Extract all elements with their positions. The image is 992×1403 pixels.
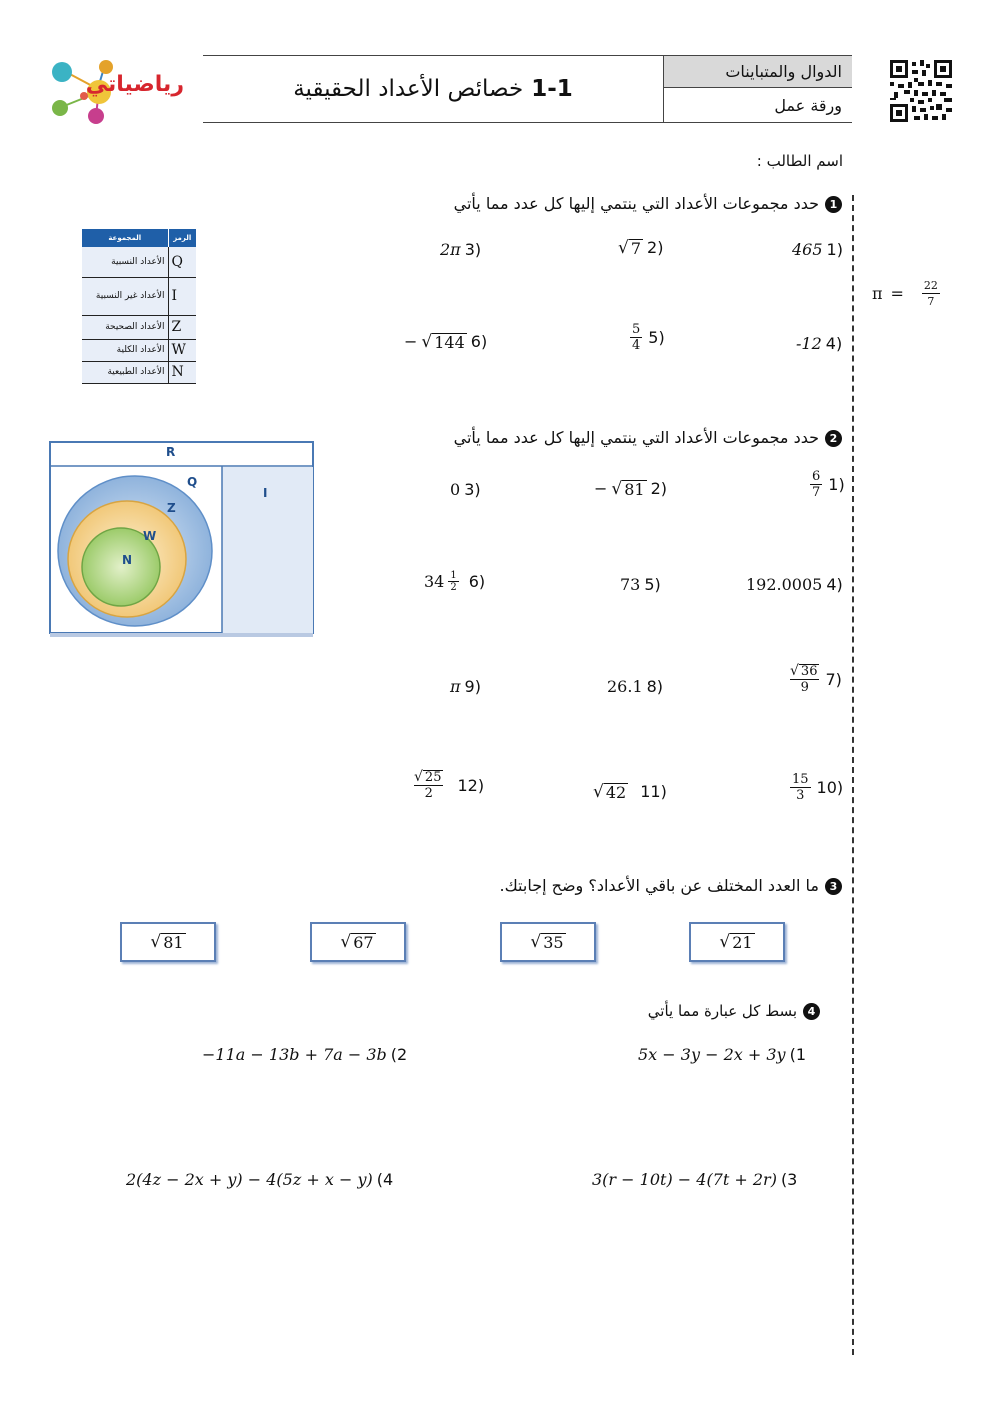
- q2-item-1: $\frac{6}{7}$ 1): [812, 469, 845, 500]
- q2-item-7: √ 36 9 7): [790, 663, 842, 695]
- q1-item-3: 2π 3): [440, 240, 482, 259]
- equals-sign: =: [890, 284, 904, 303]
- option-sqrt-67[interactable]: √ 67: [310, 922, 406, 962]
- margin-divider: [852, 195, 854, 1355]
- qr-code: [890, 60, 952, 122]
- worksheet-label: ورقة عمل: [774, 96, 842, 115]
- pi-note: [872, 278, 942, 309]
- q4-item-4: 2(4z − 2x + y) − 4(5z + x − y) (4: [126, 1170, 394, 1189]
- q4-bullet: 4: [803, 1003, 820, 1020]
- q2-item-11: √ 42 11): [593, 781, 667, 802]
- q4-item-1: 5x − 3y − 2x + 3y (1: [638, 1045, 806, 1064]
- logo-text: رياضياتي: [85, 72, 184, 97]
- q2-item-12: √ 25 2 12): [414, 769, 485, 801]
- q2-item-3: 0 3): [450, 480, 481, 499]
- q2-item-10: $\frac{15}{3}$ 10): [792, 772, 844, 803]
- q1-prompt: [454, 194, 842, 213]
- venn-label-n: N: [122, 553, 133, 567]
- q2-item-2: − √ 81 2): [594, 478, 668, 499]
- option-sqrt-81[interactable]: √ 81: [120, 922, 216, 962]
- q1-item-4: -12 4): [796, 334, 843, 353]
- course-name: الدوال والمتباينات: [664, 56, 852, 88]
- q3-bullet: 3: [825, 878, 842, 895]
- set-name-rational: الأعداد النسبية: [82, 247, 168, 277]
- venn-label-z: Z: [167, 501, 176, 515]
- set-name-whole: الأعداد الكلية: [82, 339, 168, 361]
- venn-label-w: W: [143, 529, 157, 543]
- student-name-label: اسم الطالب :: [756, 152, 843, 170]
- q2-item-6: 34 $\frac{1}{2}$ 6): [424, 570, 486, 593]
- q4-item-3: 3(r − 10t) − 4(7t + 2r) (3: [592, 1170, 798, 1189]
- venn-shapes: [48, 440, 314, 640]
- q1-item-2: √ 7 2): [618, 237, 664, 258]
- pi-symbol: π: [872, 284, 883, 303]
- venn-diagram: [48, 440, 314, 634]
- set-name-natural: الأعداد الطبيعية: [82, 361, 168, 383]
- set-name-irrational: الأعداد غير النسبية: [82, 277, 168, 315]
- set-header: المجموعة: [108, 234, 142, 242]
- pi-fraction: $\frac{22}{7}$: [923, 279, 938, 308]
- venn-label-r: R: [166, 445, 176, 459]
- q1-bullet: 1: [825, 196, 842, 213]
- option-sqrt-21[interactable]: √ 21: [689, 922, 785, 962]
- symbol-i: I: [168, 277, 196, 315]
- q4-item-2: −11a − 13b + 7a − 3b (2: [202, 1045, 408, 1064]
- q1-text: حدد مجموعات الأعداد التي ينتمي إليها كل عدد مما يأتي: [453, 194, 819, 213]
- symbol-z: Z: [168, 315, 196, 339]
- q1-item-1: 465 1): [792, 240, 843, 259]
- q2-text: حدد مجموعات الأعداد التي ينتمي إليها كل عدد مما يأتي: [453, 428, 819, 447]
- page-title: [203, 56, 663, 123]
- q2-item-8: 26.1 8): [607, 677, 664, 696]
- q4-text: بسط كل عبارة مما يأتي: [647, 1002, 797, 1020]
- q2-item-4: 192.0005 4): [746, 575, 843, 594]
- q1-item-6: − √ 144 6): [404, 331, 488, 352]
- q2-item-9: π 9): [450, 677, 481, 696]
- q2-prompt: [454, 428, 842, 447]
- symbol-w: W: [168, 339, 196, 361]
- q3-prompt: [499, 876, 842, 895]
- set-name-integers: الأعداد الصحيحة: [82, 315, 168, 339]
- symbol-n: N: [168, 361, 196, 383]
- venn-label-i: I: [263, 486, 268, 500]
- q3-text: ما العدد المختلف عن باقي الأعداد؟ وضح إجابتك.: [499, 876, 819, 895]
- symbol-table: [82, 229, 196, 384]
- lesson-title: خصائص الأعداد الحقيقية: [293, 76, 524, 102]
- option-sqrt-35[interactable]: √ 35: [500, 922, 596, 962]
- venn-label-q: Q: [187, 475, 198, 489]
- q1-item-5: $\frac{5}{4}$ 5): [632, 322, 665, 353]
- lesson-number: 1-1: [531, 76, 573, 102]
- q4-prompt: [648, 1002, 820, 1020]
- symbol-q: Q: [168, 247, 196, 277]
- q2-item-5: 73 5): [620, 575, 661, 594]
- symbol-header: الرمز: [168, 229, 196, 247]
- q2-bullet: 2: [825, 430, 842, 447]
